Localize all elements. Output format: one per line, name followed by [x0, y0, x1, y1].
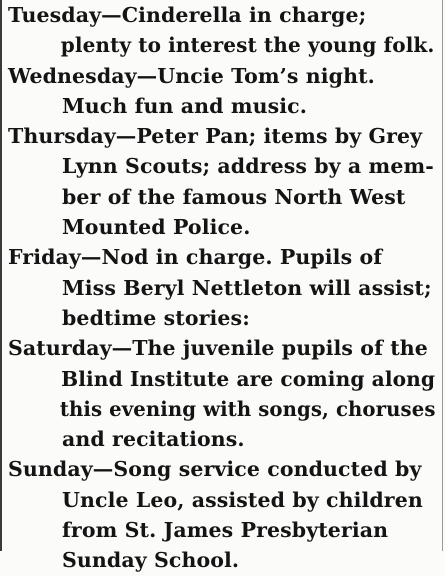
- entry-line: Blind Institute are coming along: [61, 366, 436, 391]
- schedule-entry-wednesday: [8, 61, 435, 122]
- entry-line: and recitations.: [62, 427, 245, 452]
- entry-line: Uncle Leo, assisted by children: [62, 487, 423, 512]
- entry-line: Sunday School.: [62, 548, 240, 573]
- program-schedule: [8, 0, 435, 576]
- entry-line: Sunday—Song service conducted by: [8, 457, 422, 482]
- column-rule-right: [442, 0, 443, 551]
- entry-line: this evening with songs, choruses: [59, 396, 436, 421]
- entry-line: Mounted Police.: [62, 215, 251, 240]
- schedule-entry-sunday: [8, 454, 435, 575]
- entry-line: Miss Beryl Nettleton will assist;: [62, 275, 432, 300]
- entry-line: from St. James Presbyterian: [62, 518, 389, 543]
- schedule-entry-saturday: [8, 333, 435, 454]
- schedule-entry-thursday: [8, 121, 435, 242]
- column-rule-left: [0, 0, 2, 551]
- entry-line: Much fun and music.: [62, 93, 307, 118]
- schedule-entry-friday: [8, 242, 435, 333]
- entry-line: Lynn Scouts; address by a mem-: [62, 154, 434, 179]
- entry-line: Saturday—The juvenile pupils of the: [8, 336, 428, 361]
- entry-line: Wednesday—Uncie Tom’s night.: [8, 63, 375, 88]
- entry-line: Thursday—Peter Pan; items by Grey: [8, 124, 423, 149]
- entry-line: Tuesday—Cinderella in charge;: [8, 3, 367, 27]
- entry-line: Friday—Nod in charge. Pupils of: [8, 245, 383, 270]
- schedule-entry-tuesday: [8, 0, 435, 61]
- entry-line: plenty to interest the young folk.: [60, 33, 435, 58]
- entry-line: ber of the famous North West: [62, 184, 406, 209]
- entry-line: bedtime stories:: [62, 305, 250, 330]
